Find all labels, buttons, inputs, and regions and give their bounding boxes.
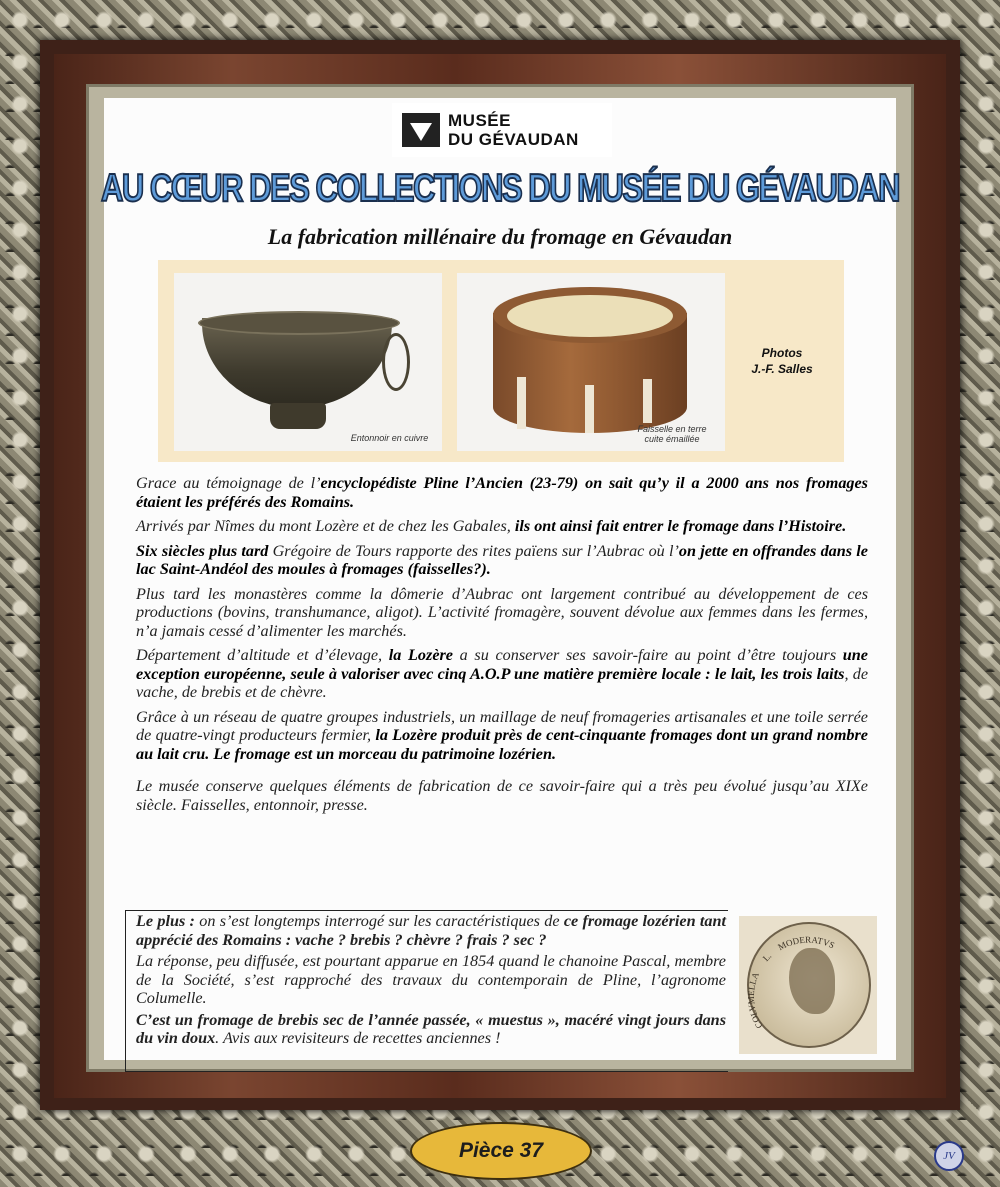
photo-credit-author: J.-F. Salles bbox=[751, 362, 813, 376]
logo-line2: DU GÉVAUDAN bbox=[448, 130, 579, 149]
medallion-inscription bbox=[739, 916, 877, 1054]
text-bold: la Lozère bbox=[388, 646, 453, 664]
caption-mould-line1: Faisselle en terre bbox=[637, 424, 707, 434]
bowl-rim bbox=[198, 311, 400, 335]
text-bold: on jette en offrandes dans le lac Saint-Andéol des moules à fromages (faisselles?). bbox=[136, 541, 868, 578]
text-bold: une exception européenne, seule à valoriser avec cinq A.O.P une matière première locale : le lait, les trois laits bbox=[136, 646, 868, 683]
le-plus-text bbox=[136, 912, 726, 1051]
glaze-drip bbox=[585, 385, 594, 433]
text-span: a su conserver ses savoir-faire au point d’être toujours bbox=[453, 646, 843, 664]
text-bold: ils ont ainsi fait entrer le fromage dans l’Histoire. bbox=[514, 517, 847, 535]
text-span: Département d’altitude et d’élevage, bbox=[136, 646, 389, 664]
glaze-drip bbox=[517, 377, 526, 429]
piece-number-badge: Pièce 37 bbox=[410, 1122, 592, 1180]
article-body bbox=[136, 474, 868, 820]
page-title: AU CŒUR DES COLLECTIONS DU MUSÉE DU GÉVAUDAN bbox=[100, 166, 900, 210]
page-subtitle: La fabrication millénaire du fromage en Gévaudan bbox=[267, 224, 733, 249]
paragraph-5 bbox=[136, 646, 868, 702]
paragraph-3 bbox=[136, 542, 868, 579]
box-paragraph-3 bbox=[136, 1011, 726, 1048]
caption-mould bbox=[627, 424, 717, 444]
paragraph-7: Le musée conserve quelques éléments de fabrication de ce savoir-faire qui a très peu évolué jusqu’au XIXe siècle. Faisselles, entonnoir, presse. bbox=[136, 777, 868, 814]
text-span: Arrivés par Nîmes du mont Lozère et de chez les Gabales, bbox=[136, 517, 515, 535]
text-span: on s’est longtemps interrogé sur les caractéristiques de bbox=[194, 912, 564, 930]
photo-cheese-mould bbox=[457, 273, 725, 451]
text-span: . Avis aux revisiteurs de recettes anciennes ! bbox=[215, 1029, 501, 1047]
text-span: Grâce à un réseau de quatre groupes industriels, un maillage de neuf fromageries artisanales et une toile serrée de quatre-vingt producteurs fermier, bbox=[136, 707, 868, 744]
mould-interior bbox=[507, 295, 673, 337]
museum-logo-text bbox=[448, 111, 579, 149]
photo-credit bbox=[722, 345, 842, 377]
author-signature-icon: JV bbox=[934, 1141, 964, 1171]
logo-line1: MUSÉE bbox=[448, 111, 511, 130]
medallion-right: MODERATVS bbox=[776, 934, 837, 953]
columella-medallion bbox=[739, 916, 877, 1054]
photo-credit-label: Photos bbox=[761, 346, 803, 360]
text-span: , de vache, de brebis et de chèvre. bbox=[136, 664, 869, 701]
text-bold: ce fromage lozérien tant apprécié des Romains : vache ? brebis ? chèvre ? frais ? sec ? bbox=[136, 912, 726, 949]
museum-logo bbox=[392, 103, 612, 157]
text-span: Grace au témoignage de l’ bbox=[136, 474, 321, 492]
paragraph-2 bbox=[136, 517, 868, 536]
bowl-foot bbox=[270, 403, 326, 429]
caption-mould-line2: cuite émaillée bbox=[644, 434, 700, 444]
museum-logo-icon bbox=[402, 113, 440, 147]
text-bold: C’est un fromage de brebis sec de l’année passée, « muestus », macéré vingt jours dans du vin doux bbox=[136, 1010, 726, 1047]
text-span: Grégoire de Tours rapporte des rites païens sur l’Aubrac où l’ bbox=[268, 541, 679, 560]
bowl-handle-ring bbox=[382, 333, 410, 391]
caption-funnel: Entonnoir en cuivre bbox=[350, 433, 429, 443]
text-bold: Le plus : bbox=[136, 912, 195, 930]
box-paragraph-2: La réponse, peu diffusée, est pourtant apparue en 1854 quand le chanoine Pascal, membre de la Société, s’est rapproché des travaux du contemporain de Pline, l’agronome Columelle. bbox=[136, 952, 726, 1007]
paragraph-1 bbox=[136, 474, 868, 511]
photo-copper-funnel bbox=[174, 273, 442, 451]
medallion-left: COLVMELLA bbox=[745, 970, 765, 1031]
paragraph-6 bbox=[136, 708, 868, 764]
text-bold: la Lozère produit près de cent-cinquante fromages dont un grand nombre au lait cru. Le fromage est un morceau du patrimoine lozérien. bbox=[136, 726, 868, 763]
medallion-inscription-text bbox=[746, 935, 836, 1031]
paragraph-4: Plus tard les monastères comme la dômerie d’Aubrac ont largement contribué au développement de ces productions (bovins, transhumance, aligot). L’activité fromagère, souvent dévolue aux femmes dans les fermes, n’a jamais cessé d’alimenter les marchés. bbox=[136, 584, 868, 640]
text-bold: Six siècles plus tard bbox=[136, 541, 269, 560]
glaze-drip bbox=[643, 379, 652, 423]
medallion-top: L. bbox=[760, 950, 774, 964]
text-bold: encyclopédiste Pline l’Ancien (23-79) on sait qu’y il a 2000 ans nos fromages étaient les préférés des Romains. bbox=[136, 474, 868, 511]
box-paragraph-1 bbox=[136, 912, 726, 949]
